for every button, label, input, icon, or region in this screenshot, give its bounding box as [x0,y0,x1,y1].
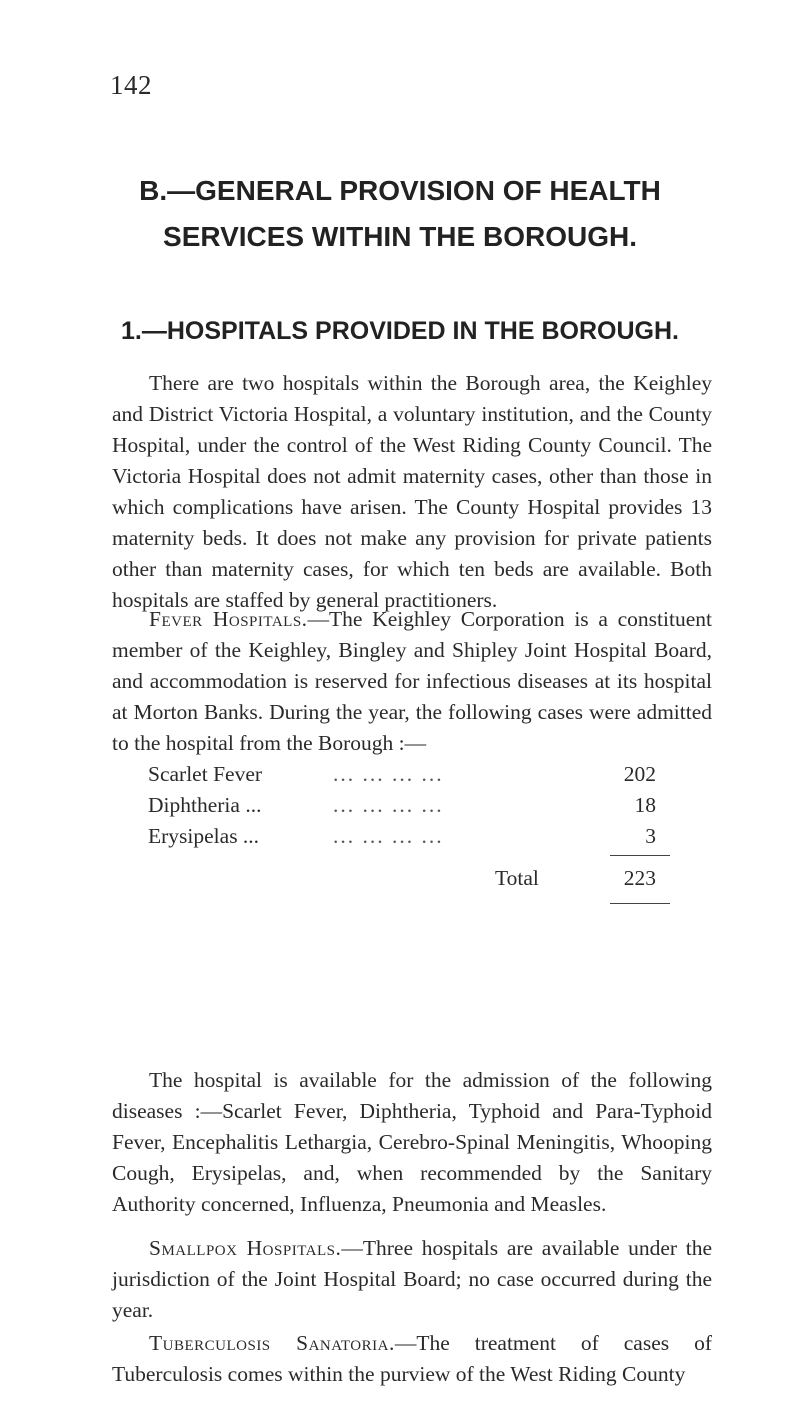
case-count: 202 [623,762,656,786]
disease-name: Scarlet Fever [148,762,263,786]
total-label: Total [495,866,539,890]
intro-paragraph: There are two hospitals within the Borough area, the Keighley and District Victoria Hospital, a voluntary institution, and the County Hospital, under the control of the West Riding County Council. The Victoria Hospital does not admit maternity cases, other than those in which complications have arisen. The County Hospital provides 13 maternity beds. It does not make any provision for private patients other than maternity cases, for which ten beds are available. Both hospitals are staffed by general practitioners. [112,371,712,612]
sub-heading: 1.—HOSPITALS PROVIDED IN THE BOROUGH. [121,317,679,345]
case-count: 3 [645,824,656,848]
section-heading-line-1: B.—GENERAL PROVISION OF HEALTH [139,175,661,206]
total-row [148,863,708,894]
table-row [148,821,708,852]
disease-name: Diphtheria ... [148,793,262,817]
total-value: 223 [623,866,656,890]
leader-dots: ... ... ... ... [333,762,444,786]
tuberculosis-text: —The treatment of cases of Tuberculosis comes within the purview of the West Riding County [112,1331,712,1386]
diseases-paragraph: The hospital is available for the admission of the following diseases :—Scarlet Fever, Diphtheria, Typhoid and Para-Typhoid Fever, Encephalitis Lethargia, Cerebro-Spinal Meningitis, Whooping Cough, Erysipelas, and, when recommended by the Sanitary Authority concerned, Influenza, Pneumonia and Measles. [112,1068,712,1216]
admissions-table [148,759,708,890]
total-rule [610,903,670,904]
leader-dots: ... ... ... ... [333,793,444,817]
case-count: 18 [634,793,656,817]
tuberculosis-title: Tuberculosis Sanatoria. [149,1331,395,1355]
fever-hospitals-paragraph [112,604,712,759]
disease-name: Erysipelas ... [148,824,260,848]
section-heading [80,168,720,260]
smallpox-title: Smallpox Hospitals. [149,1236,342,1260]
page-number: 142 [110,70,152,100]
section-heading-line-2: SERVICES WITHIN THE BOROUGH. [163,221,637,252]
leader-dots: ... ... ... ... [333,824,444,848]
tuberculosis-paragraph [112,1328,712,1390]
smallpox-text: —Three hospitals are available under the jurisdiction of the Joint Hospital Board; no case occurred during the year. [112,1236,712,1322]
smallpox-paragraph [112,1233,712,1326]
sum-rule [610,855,670,856]
fever-hospitals-title: Fever Hospitals. [149,607,308,631]
table-row [148,759,708,790]
fever-hospitals-text: —The Keighley Corporation is a constituent member of the Keighley, Bingley and Shipley Joint Hospital Board, and accommodation is reserved for infectious diseases at its hospital at Morton Banks. During the year, the following cases were admitted to the hospital from the Borough :— [112,607,712,755]
table-row [148,790,708,821]
